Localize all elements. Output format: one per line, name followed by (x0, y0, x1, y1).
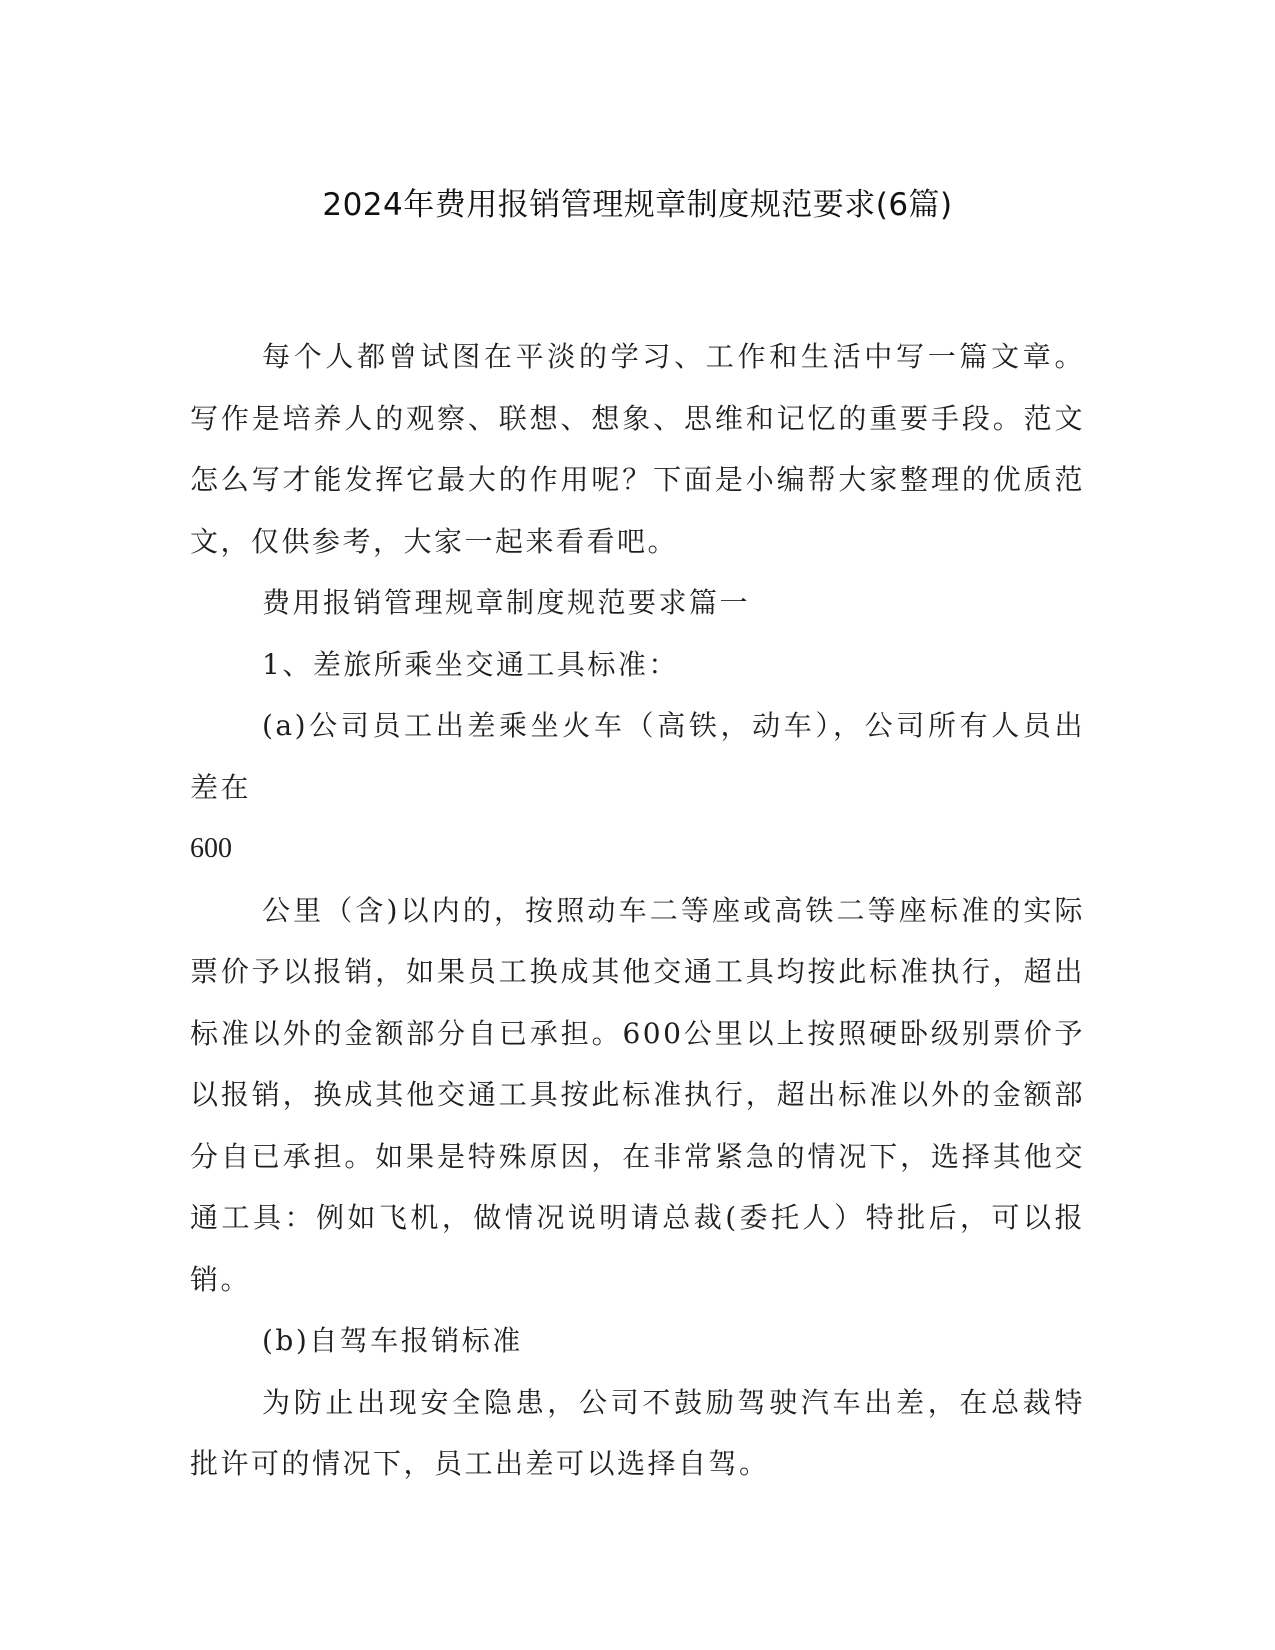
document-title: 2024年费用报销管理规章制度规范要求(6篇) (322, 187, 953, 223)
paragraph-rules: 公里（含)以内的，按照动车二等座或高铁二等座标准的实际票价予以报销，如果员工换成其他交通工具均按此标准执行，超出标准以外的金额部分自已承担。600公里以上按照硬卧级别票价予以报销，换成其他交通工具按此标准执行，超出标准以外的金额部分自已承担。如果是特殊原因，在非常紧急的情况下，选择其他交通工具：例如飞机，做情况说明请总裁(委托人）特批后，可以报销。 (190, 893, 1085, 1296)
item-heading-1: 1、差旅所乘坐交通工具标准： (262, 647, 679, 681)
paragraph-b-heading: (b)自驾车报销标准 (262, 1324, 523, 1357)
paragraph-distance: 600 (190, 833, 232, 864)
section-heading-1: 费用报销管理规章制度规范要求篇一 (262, 586, 751, 619)
paragraph-self-drive: 为防止出现安全隐患，公司不鼓励驾驶汽车出差，在总裁特批许可的情况下，员工出差可以选择自驾。 (190, 1385, 1085, 1480)
document-body (190, 326, 1085, 1495)
paragraph-intro: 每个人都曾试图在平淡的学习、工作和生活中写一篇文章。写作是培养人的观察、联想、想象、思维和记忆的重要手段。范文怎么写才能发挥它最大的作用呢？下面是小编帮大家整理的优质范文，仅供参考，大家一起来看看吧。 (190, 340, 1085, 558)
paragraph-a: (a)公司员工出差乘坐火车（高铁，动车），公司所有人员出差在 (190, 709, 1085, 804)
